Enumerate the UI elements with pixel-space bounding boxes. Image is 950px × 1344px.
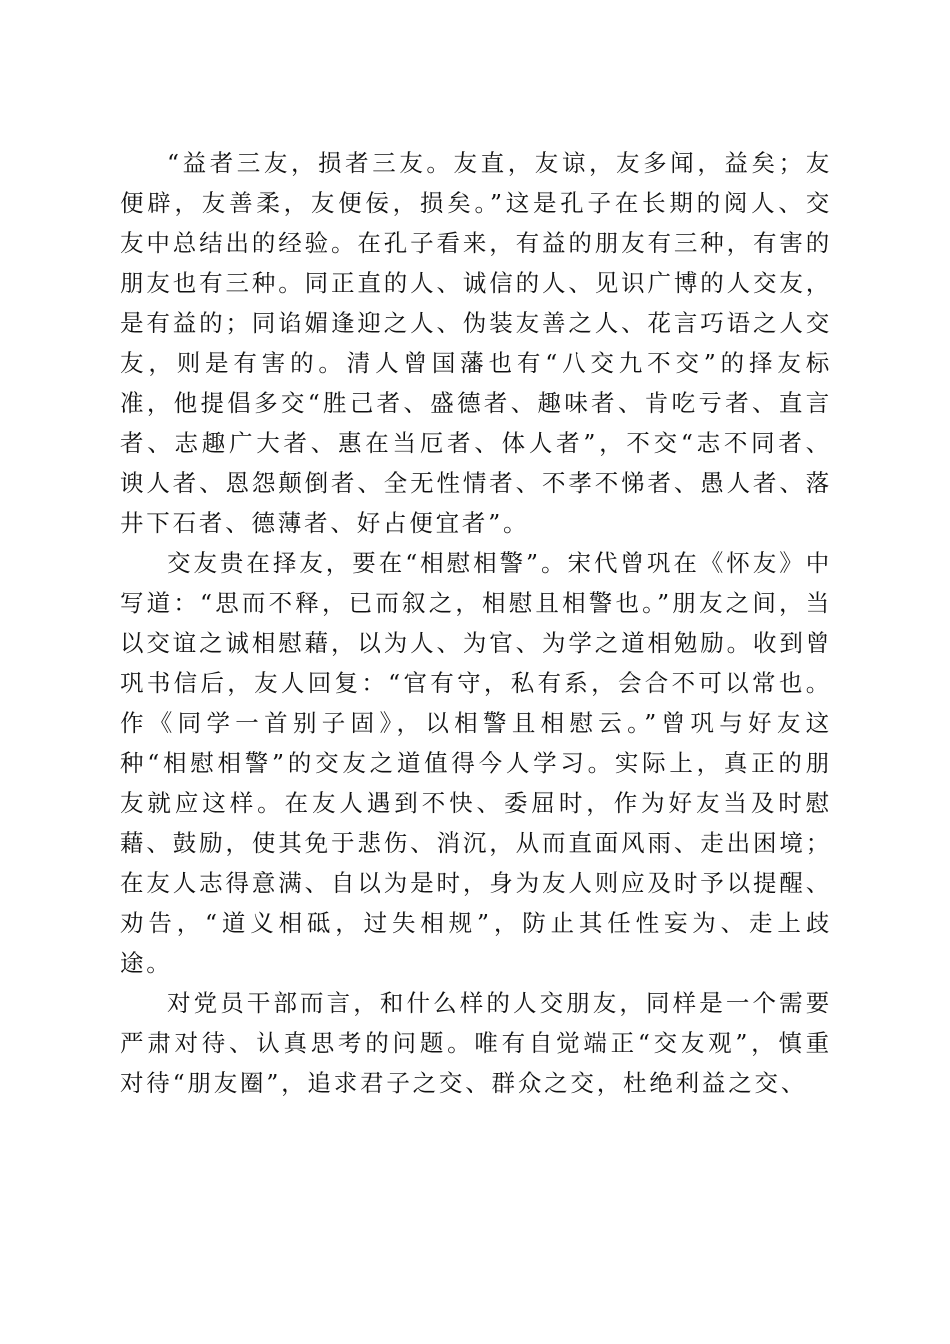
paragraph-2: 交友贵在择友，要在“相慰相警”。宋代曾巩在《怀友》中写道：“思而不释，已而叙之，相慰且相警也。”朋友之间，当以交谊之诚相慰藉，以为人、为官、为学之道相勉励。收到曾巩书信后，友人回复：“官有守，私有系，会合不可以常也。作《同学一首别子固》，以相警且相慰云。”曾巩与好友这种“相慰相警”的交友之道值得今人学习。实际上，真正的朋友就应这样。在友人遇到不快、委屈时，作为好友当及时慰藉、鼓励，使其免于悲伤、消沉，从而直面风雨、走出困境；在友人志得意满、自以为是时，身为友人则应及时予以提醒、劝告，“道义相砥，过失相规”，防止其任性妄为、走上歧途。 xyxy=(120,549,832,977)
paragraph-3: 对党员干部而言，和什么样的人交朋友，同样是一个需要严肃对待、认真思考的问题。唯有自觉端正“交友观”，慎重对待“朋友圈”，追求君子之交、群众之交，杜绝利益之交、 xyxy=(120,989,832,1097)
body-text xyxy=(120,143,832,1103)
paragraph-1: “益者三友，损者三友。友直，友谅，友多闻，益矣；友便辟，友善柔，友便佞，损矣。”这是孔子在长期的阅人、交友中总结出的经验。在孔子看来，有益的朋友有三种，有害的朋友也有三种。同正直的人、诚信的人、见识广博的人交友，是有益的；同谄媚逢迎之人、伪装友善之人、花言巧语之人交友，则是有害的。清人曾国藩也有“八交九不交”的择友标准，他提倡多交“胜己者、盛德者、趣味者、肯吃亏者、直言者、志趣广大者、惠在当厄者、体人者”，不交“志不同者、谀人者、恩怨颠倒者、全无性情者、不孝不悌者、愚人者、落井下石者、德薄者、好占便宜者”。 xyxy=(120,149,832,537)
